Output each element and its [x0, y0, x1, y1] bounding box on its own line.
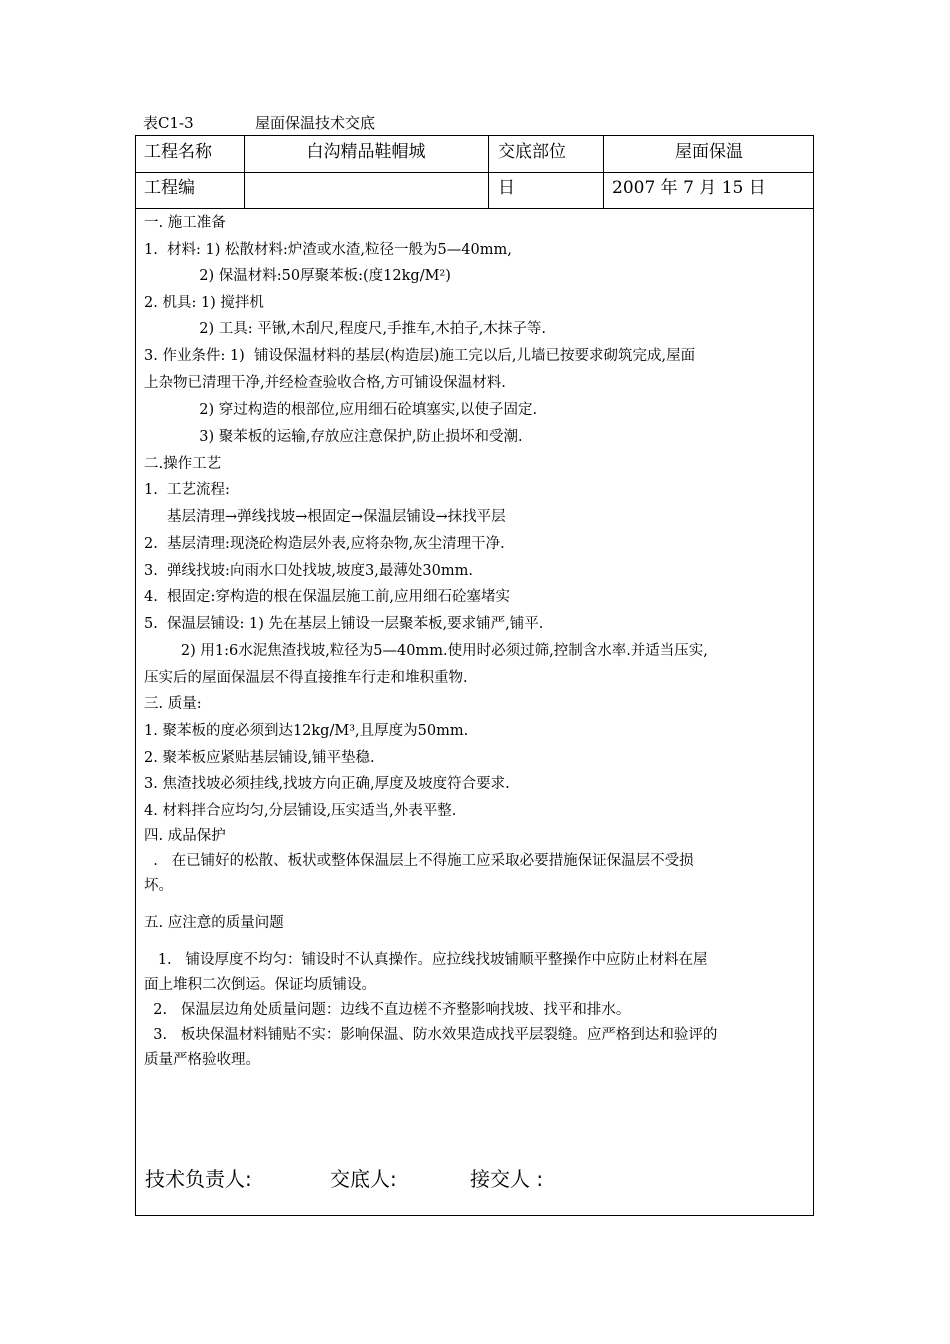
content-line: 压实后的屋面保温层不得直接推车行走和堆积重物. [144, 670, 468, 686]
project-name-value: 白沟精品鞋帽城 [306, 142, 426, 162]
content-line: 2) 保温材料:50厚聚苯板:(度12kg/M²) [144, 268, 451, 284]
row-divider [136, 208, 813, 209]
content-line: 3. 作业条件: 1) 铺设保温材料的基层(构造层)施工完以后,儿墙已按要求砌筑完成,屋面 [144, 348, 696, 364]
content-line: 2. 聚苯板应紧贴基层铺设,铺平垫稳. [144, 750, 375, 766]
content-line: 上杂物已清理干净,并经检查验收合格,方可铺设保温材料. [144, 375, 506, 391]
content-line: 基层清理→弹线找坡→根固定→保温层铺设→抹找平层 [144, 509, 506, 525]
date-value: 2007 年 7 月 15 日 [612, 178, 766, 198]
form-code: 表C1-3 [143, 114, 194, 132]
content-line: 3. 弹线找坡:向雨水口处找坡,坡度3,最薄处30mm. [144, 563, 473, 579]
section-heading: 五. 应注意的质量问题 [144, 915, 284, 931]
disclosure-table [135, 135, 814, 1216]
content-line: 2. 保温层边角处质量问题：边线不直边槎不齐整影响找坡、找平和排水。 [144, 1002, 631, 1018]
table-caption [143, 113, 375, 133]
content-line: 面上堆积二次倒运。保证均质铺设。 [144, 977, 376, 993]
document-title: 屋面保温技术交底 [255, 114, 376, 132]
content-line: 4. 材料拌合应均匀,分层铺设,压实适当,外表平整. [144, 803, 457, 819]
content-line: 质量严格验收理。 [144, 1052, 260, 1068]
section-heading: 四. 成品保护 [144, 828, 226, 844]
project-no-label: 工程编 [144, 178, 195, 198]
section-heading: 一. 施工准备 [144, 215, 226, 231]
content-line: 2. 基层清理:现浇砼构造层外表,应将杂物,灰尘清理干净. [144, 536, 505, 552]
content-line: . 在已铺好的松散、板状或整体保温层上不得施工应采取必要措施保证保温层不受损 [144, 853, 694, 869]
content-line: 3) 聚苯板的运输,存放应注意保护,防止损坏和受潮. [144, 429, 523, 445]
section-heading: 三. 质量: [144, 696, 202, 712]
content-line: 2) 用1:6水泥焦渣找坡,粒径为5—40mm.使用时必须过筛,控制含水率.并适当压实, [144, 643, 708, 659]
content-line: 1. 材料: 1) 松散材料:炉渣或水渣,粒径一般为5—40mm, [144, 242, 512, 258]
content-line: 1. 工艺流程: [144, 482, 230, 498]
content-line: 2. 机具: 1) 搅拌机 [144, 295, 264, 311]
content-line: 坏。 [144, 878, 173, 894]
content-line: 2) 工具: 平锹,木刮尺,程度尺,手推车,木拍子,木抹子等. [144, 321, 546, 337]
column-divider [488, 136, 489, 208]
section-heading: 二.操作工艺 [144, 456, 222, 472]
content-line: 3. 板块保温材料铺贴不实：影响保温、防水效果造成找平层裂缝。应严格到达和验评的 [144, 1027, 718, 1043]
content-line: 4. 根固定:穿构造的根在保温层施工前,应用细石砼塞堵实 [144, 589, 511, 605]
discloser-signature-label: 交底人: [330, 1167, 397, 1191]
content-line: 2) 穿过构造的根部位,应用细石砼填塞实,以使子固定. [144, 402, 538, 418]
part-label: 交底部位 [498, 142, 566, 162]
content-line: 5. 保温层铺设: 1) 先在基层上铺设一层聚苯板,要求铺严,铺平. [144, 616, 544, 632]
content-line: 1. 铺设厚度不均匀：铺设时不认真操作。应拉线找坡铺顺平整操作中应防止材料在屋 [144, 952, 708, 968]
tech-lead-signature-label: 技术负责人: [145, 1167, 252, 1191]
content-line: 1. 聚苯板的度必须到达12kg/M³,且厚度为50mm. [144, 723, 469, 739]
date-label: 日 [498, 178, 515, 198]
project-name-label: 工程名称 [144, 142, 212, 162]
part-value: 屋面保温 [675, 142, 743, 162]
receiver-signature-label: 接交人 : [470, 1167, 544, 1191]
row-divider [136, 172, 813, 173]
content-line: 3. 焦渣找坡必须挂线,找坡方向正确,厚度及坡度符合要求. [144, 776, 510, 792]
